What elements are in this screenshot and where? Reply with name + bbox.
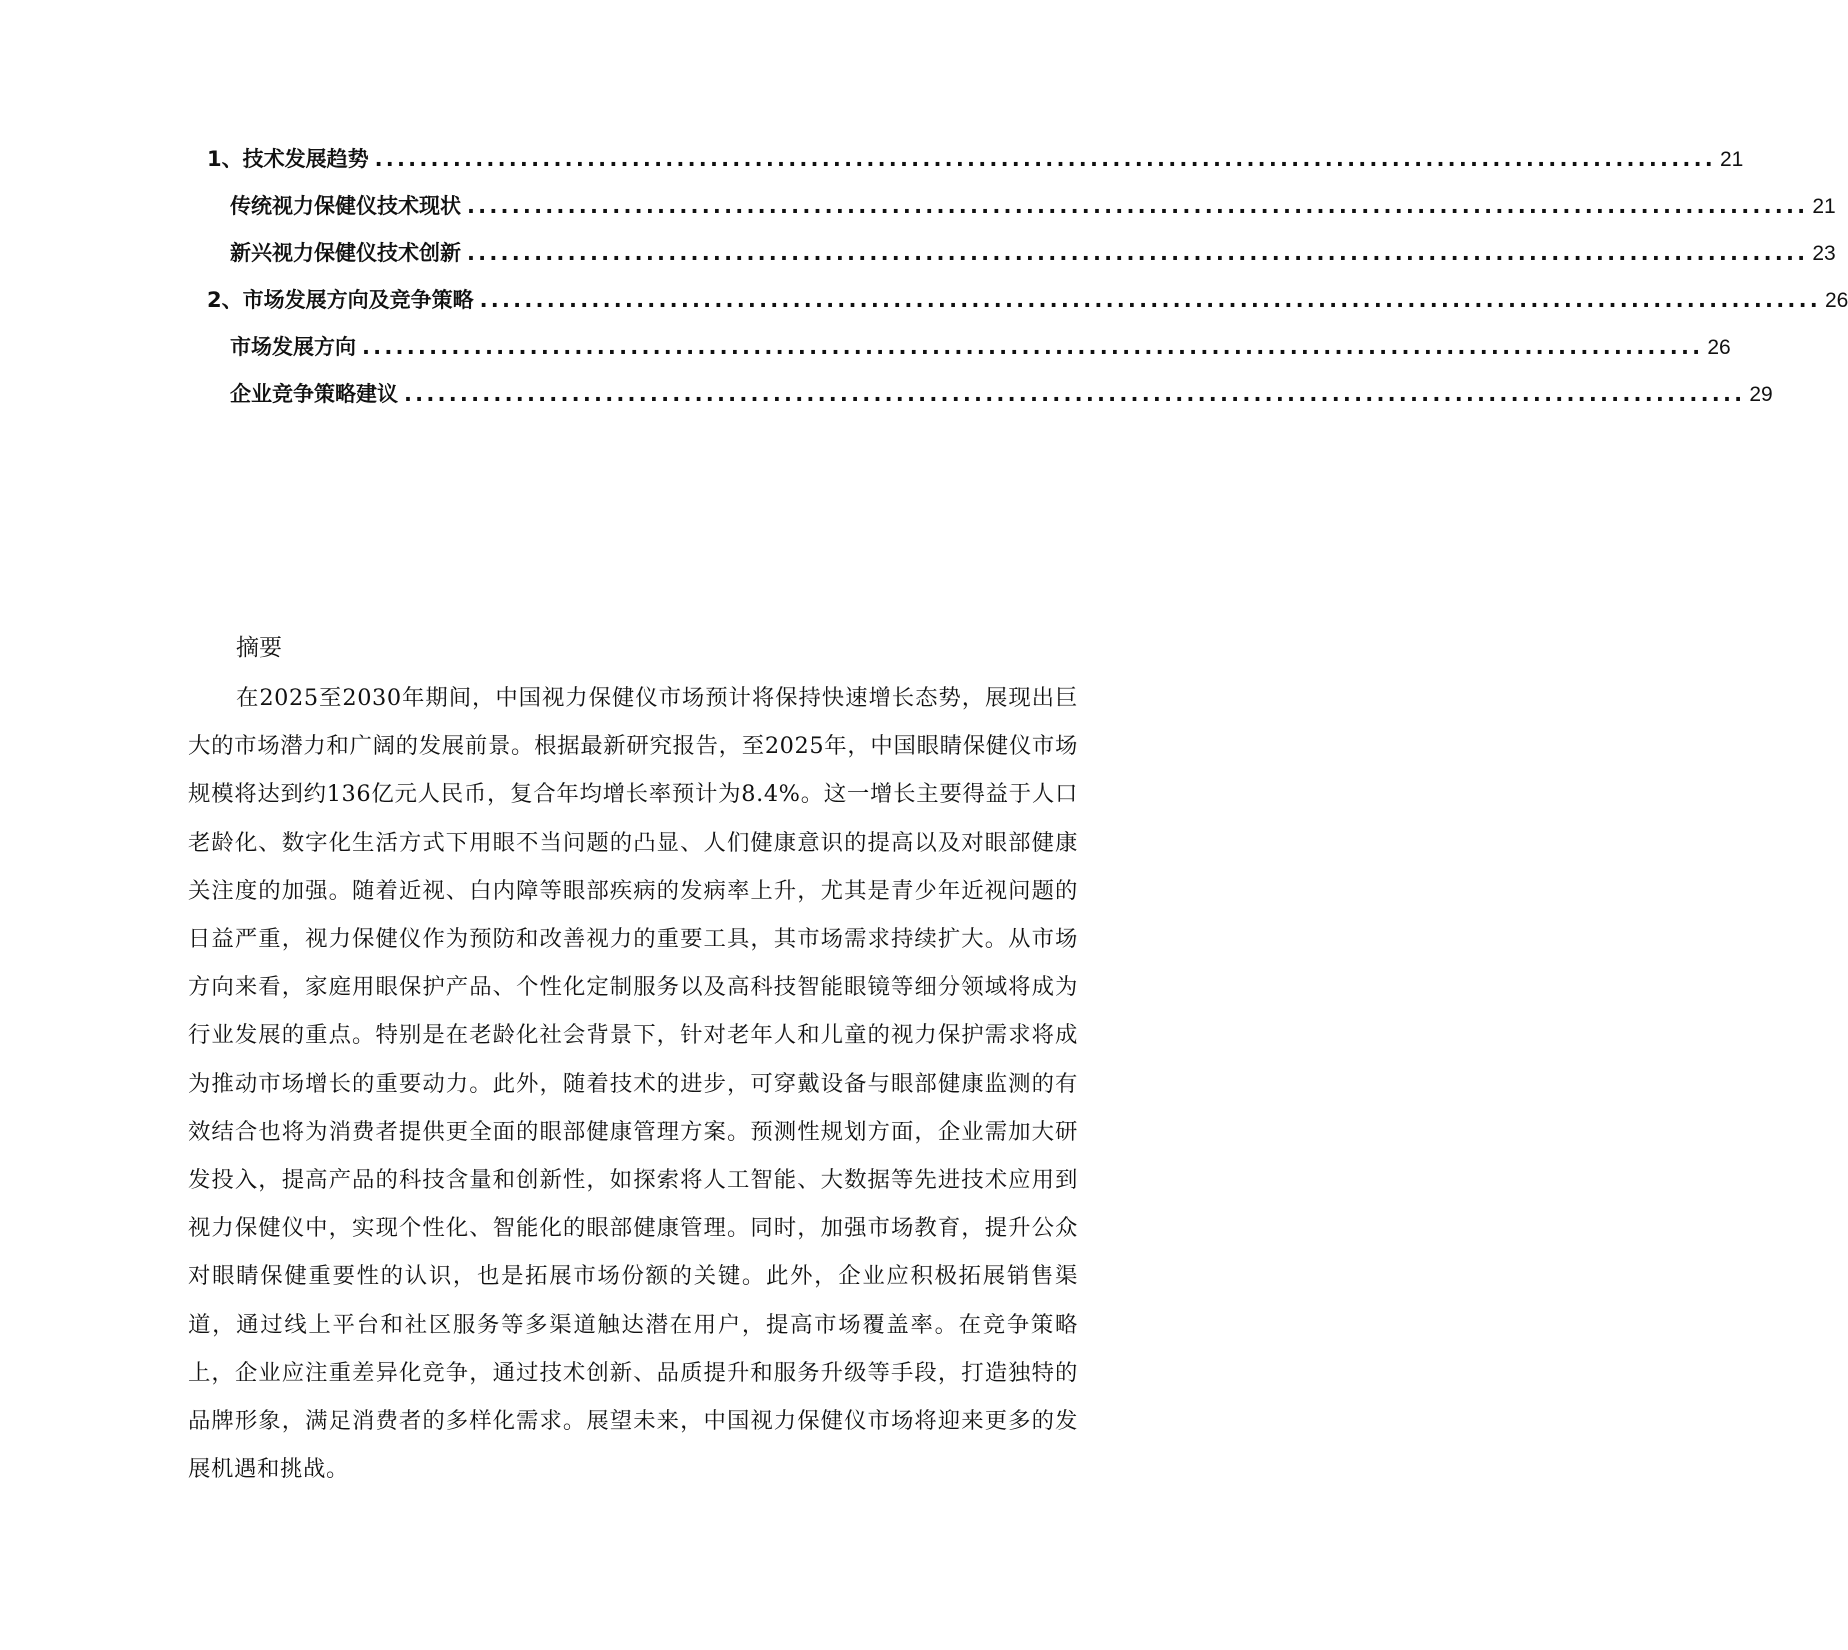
toc-entry-page: 21 <box>1812 195 1836 218</box>
toc-entry[interactable] <box>230 379 1773 409</box>
toc-entry-title: 企业竞争策略建议 <box>230 382 398 406</box>
toc-entry[interactable] <box>230 332 1731 362</box>
toc-entry[interactable] <box>230 238 1836 268</box>
toc-entry-page: 23 <box>1812 242 1836 265</box>
toc-entry-title: 市场发展方向 <box>230 335 356 359</box>
abstract-body: 在2025至2030年期间，中国视力保健仪市场预计将保持快速增长态势，展现出巨大的市场潜力和广阔的发展前景。根据最新研究报告，至2025年，中国眼睛保健仪市场规模将达到约136亿元人民币，复合年均增长率预计为8.4%。这一增长主要得益于人口老龄化、数字化生活方式下用眼不当问题的凸显、人们健康意识的提高以及对眼部健康关注度的加强。随着近视、白内障等眼部疾病的发病率上升，尤其是青少年近视问题的日益严重，视力保健仪作为预防和改善视力的重要工具，其市场需求持续扩大。从市场方向来看，家庭用眼保护产品、个性化定制服务以及高科技智能眼镜等细分领域将成为行业发展的重点。特别是在老龄化社会背景下，针对老年人和儿童的视力保护需求将成为推动市场增长的重要动力。此外，随着技术的进步，可穿戴设备与眼部健康监测的有效结合也将为消费者提供更全面的眼部健康管理方案。预测性规划方面，企业需加大研发投入，提高产品的科技含量和创新性，如探索将人工智能、大数据等先进技术应用到视力保健仪中，实现个性化、智能化的眼部健康管理。同时，加强市场教育，提升公众对眼睛保健重要性的认识，也是拓展市场份额的关键。此外，企业应积极拓展销售渠道，通过线上平台和社区服务等多渠道触达潜在用户，提高市场覆盖率。在竞争策略上，企业应注重差异化竞争，通过技术创新、品质提升和服务升级等手段，打造独特的品牌形象，满足消费者的多样化需求。展望未来，中国视力保健仪市场将迎来更多的发展机遇和挑战。 <box>188 685 1078 1483</box>
toc-leader-dots: ........................................................................................................................ <box>362 335 1704 359</box>
toc-entry-page: 26 <box>1824 289 1848 312</box>
toc-entry-title: 传统视力保健仪技术现状 <box>230 194 461 218</box>
toc-entry-title: 2、市场发展方向及竞争策略 <box>207 288 474 312</box>
toc-entry-title: 1、技术发展趋势 <box>207 147 369 171</box>
toc-leader-dots: ........................................................................................................................ <box>374 147 1716 171</box>
toc-entry[interactable] <box>207 285 1848 315</box>
toc-leader-dots: ........................................................................................................................ <box>467 194 1809 218</box>
toc-entry-page: 26 <box>1707 336 1731 359</box>
toc-entry-page: 21 <box>1719 148 1744 171</box>
toc-leader-dots: ........................................................................................................................ <box>404 382 1746 406</box>
abstract-heading: 摘要 <box>236 635 282 661</box>
toc-leader-dots: ........................................................................................................................ <box>467 241 1809 265</box>
toc-entry-title: 新兴视力保健仪技术创新 <box>230 241 461 265</box>
toc-entry[interactable] <box>230 191 1836 221</box>
toc-entry[interactable] <box>207 144 1744 174</box>
toc-leader-dots: ........................................................................................................................ <box>479 288 1821 312</box>
toc-entry-page: 29 <box>1749 383 1773 406</box>
